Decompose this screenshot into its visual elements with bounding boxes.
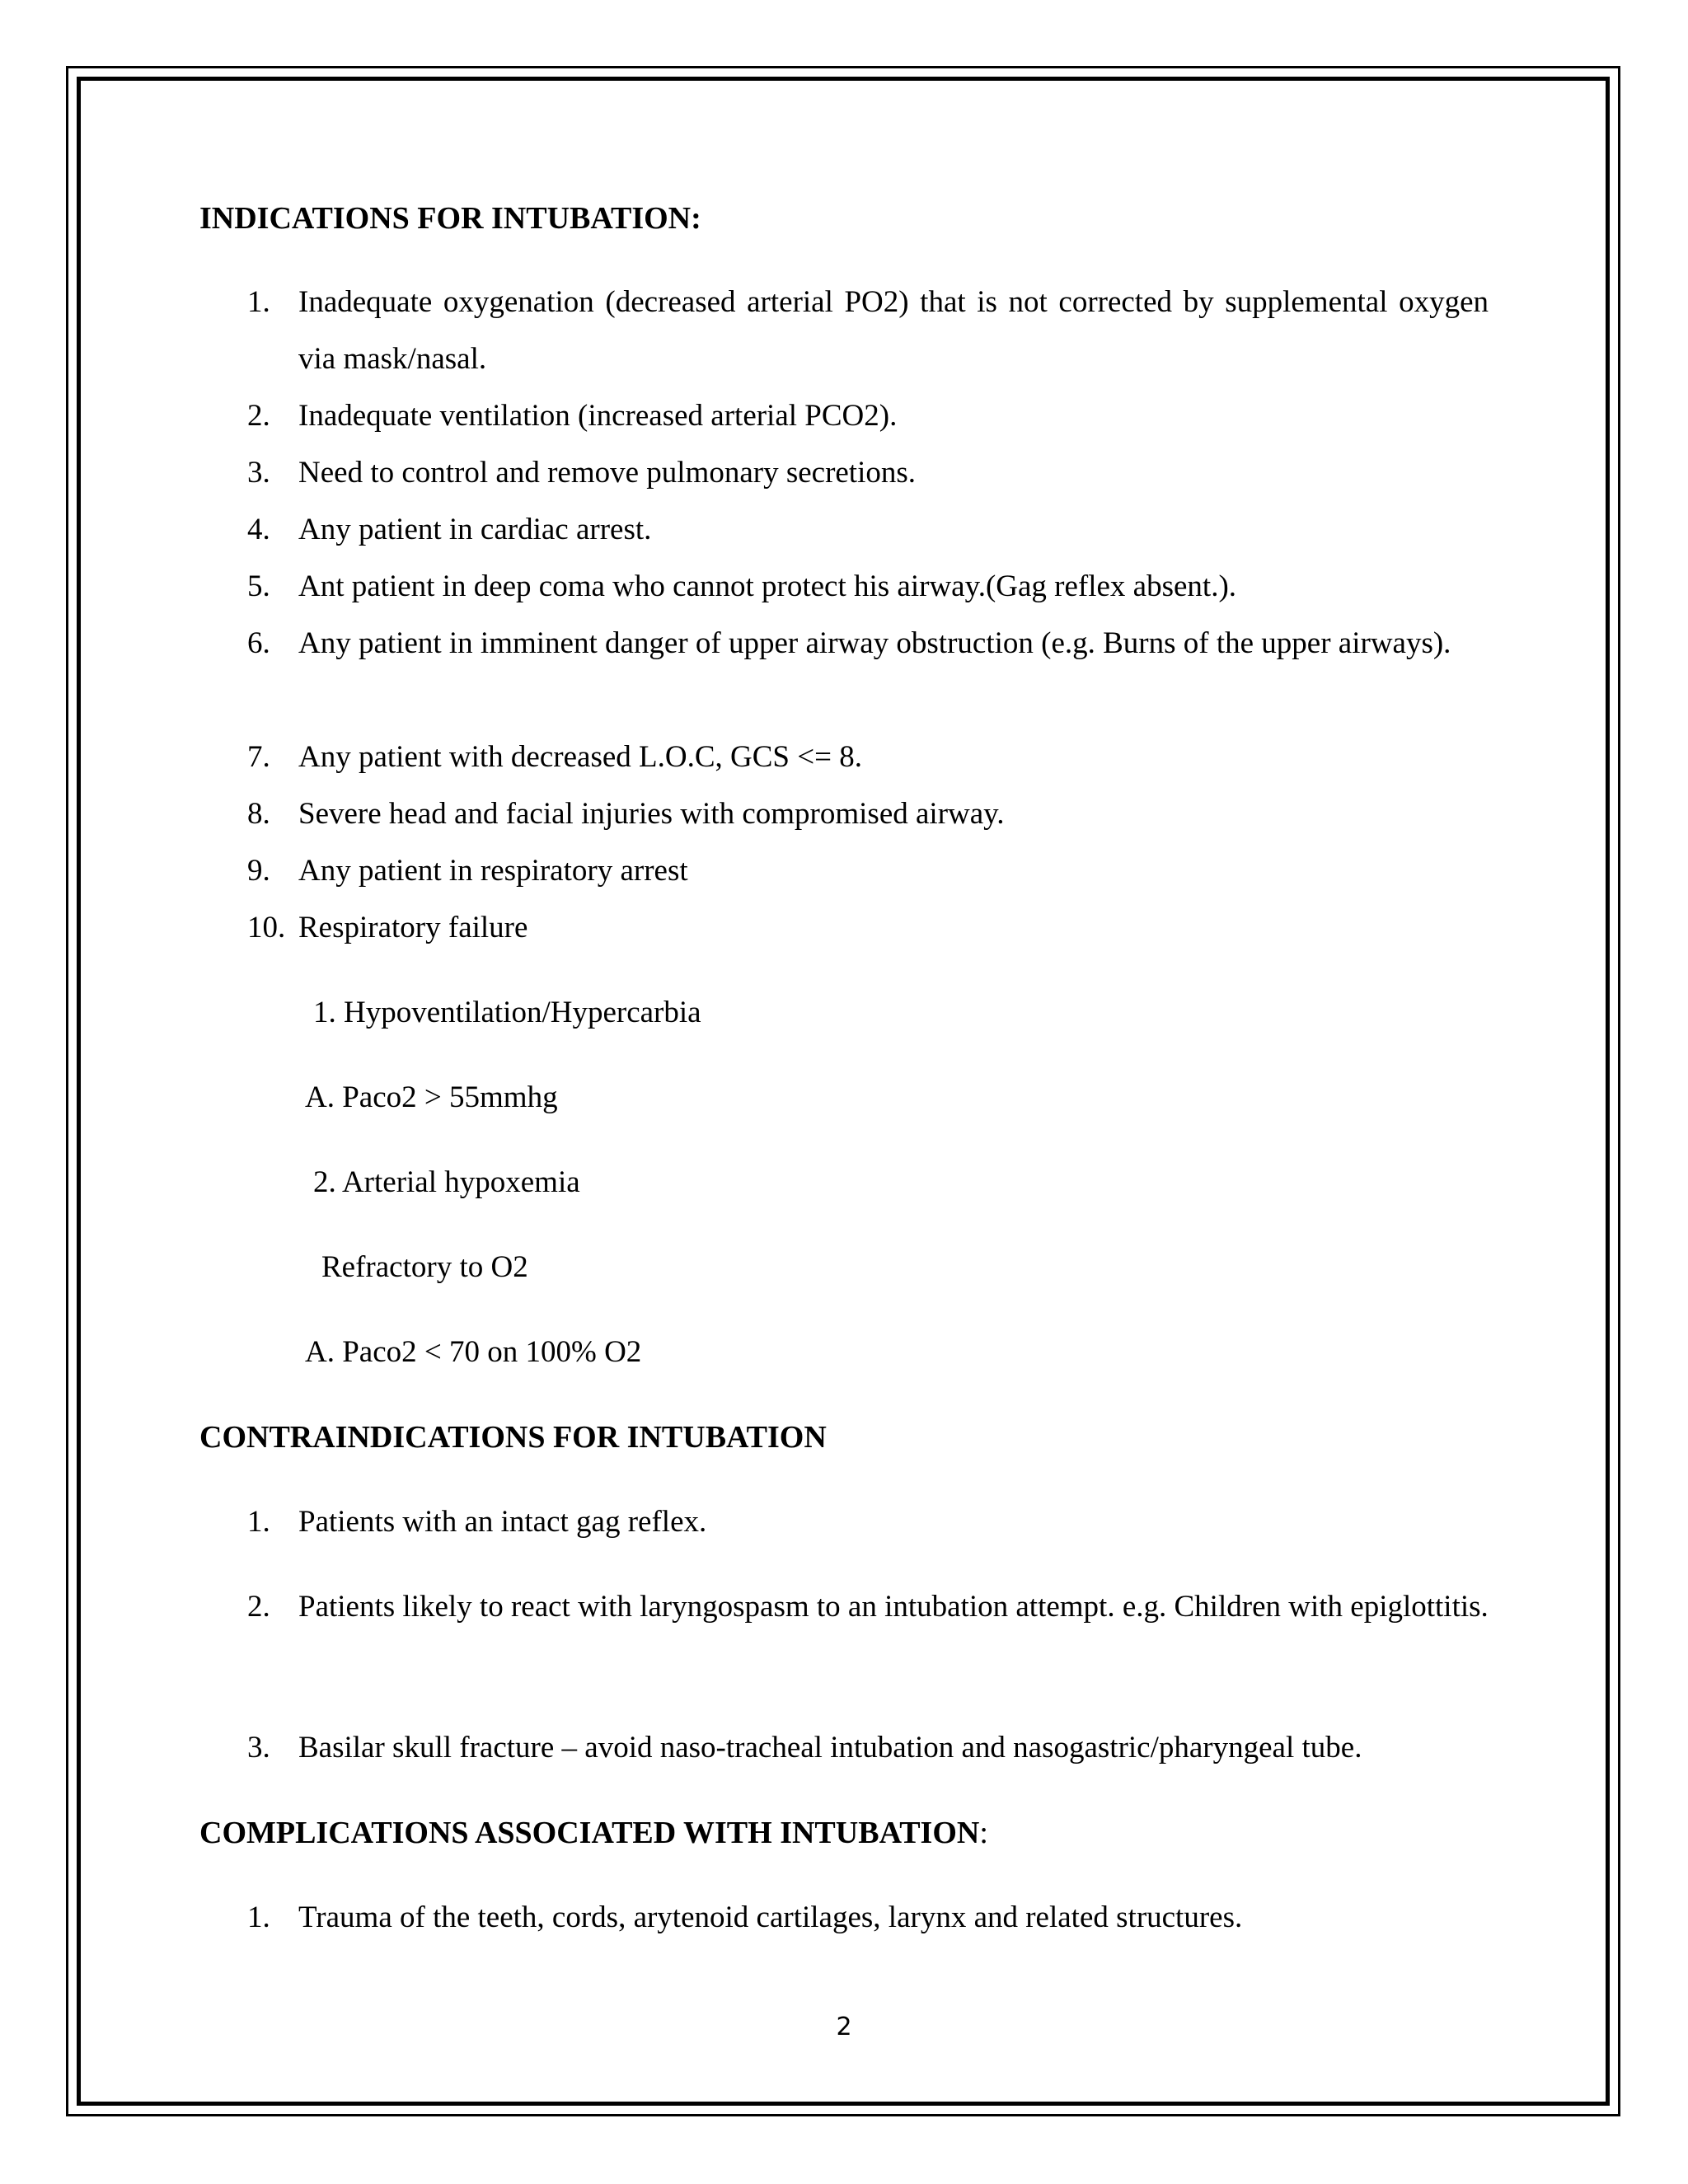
list-item-number: 2. bbox=[247, 399, 270, 433]
list-item: Inadequate oxygenation (decreased arterial PO2) that is not corrected by supplemental oxygen via mask/nasal. bbox=[298, 285, 1489, 376]
list-item: Any patient in imminent danger of upper airway obstruction (e.g. Burns of the upper airways). bbox=[298, 626, 1451, 660]
list-item-number: 4. bbox=[247, 513, 270, 546]
list-item-number: 3. bbox=[247, 1731, 270, 1765]
detail-line: A. Paco2 > 55mmhg bbox=[305, 1080, 558, 1114]
detail-line: 2. Arterial hypoxemia bbox=[313, 1165, 580, 1199]
list-item-number: 7. bbox=[247, 740, 270, 774]
list-item-number: 1. bbox=[247, 1900, 270, 1934]
page-number: 2 bbox=[836, 2013, 852, 2041]
detail-line: A. Paco2 < 70 on 100% O2 bbox=[305, 1335, 642, 1369]
list-item-number: 2. bbox=[247, 1590, 270, 1624]
detail-line: 1. Hypoventilation/Hypercarbia bbox=[313, 996, 701, 1029]
list-item: Patients likely to react with laryngospasm to an intubation attempt. e.g. Children with epiglottitis. bbox=[298, 1590, 1489, 1624]
detail-line: Refractory to O2 bbox=[321, 1250, 528, 1284]
list-item-number: 3. bbox=[247, 456, 270, 490]
complications-heading bbox=[199, 1814, 988, 1852]
list-item: Inadequate ventilation (increased arterial PCO2). bbox=[298, 399, 898, 433]
complications-heading-colon: : bbox=[979, 1816, 988, 1850]
list-item-number: 6. bbox=[247, 626, 270, 660]
list-item: Severe head and facial injuries with compromised airway. bbox=[298, 797, 1005, 831]
list-item: Trauma of the teeth, cords, arytenoid cartilages, larynx and related structures. bbox=[298, 1900, 1243, 1934]
list-item-number: 10. bbox=[247, 911, 286, 944]
list-item-number: 9. bbox=[247, 854, 270, 888]
list-item: Any patient in respiratory arrest bbox=[298, 854, 688, 888]
list-item: Basilar skull fracture – avoid naso-tracheal intubation and nasogastric/pharyngeal tube. bbox=[298, 1731, 1362, 1765]
contraindications-heading: CONTRAINDICATIONS FOR INTUBATION bbox=[199, 1420, 827, 1455]
list-item: Patients with an intact gag reflex. bbox=[298, 1505, 707, 1539]
list-item: Ant patient in deep coma who cannot protect his airway.(Gag reflex absent.). bbox=[298, 569, 1237, 603]
list-item-number: 5. bbox=[247, 569, 270, 603]
list-item: Any patient with decreased L.O.C, GCS <= 8. bbox=[298, 740, 862, 774]
list-item-number: 1. bbox=[247, 285, 270, 319]
list-item: Any patient in cardiac arrest. bbox=[298, 513, 652, 546]
list-item-number: 1. bbox=[247, 1505, 270, 1539]
list-item-number: 8. bbox=[247, 797, 270, 831]
complications-heading-text: COMPLICATIONS ASSOCIATED WITH INTUBATION bbox=[199, 1816, 980, 1850]
list-item: Respiratory failure bbox=[298, 911, 528, 944]
indications-heading: INDICATIONS FOR INTUBATION: bbox=[199, 201, 701, 236]
list-item: Need to control and remove pulmonary secretions. bbox=[298, 456, 917, 490]
